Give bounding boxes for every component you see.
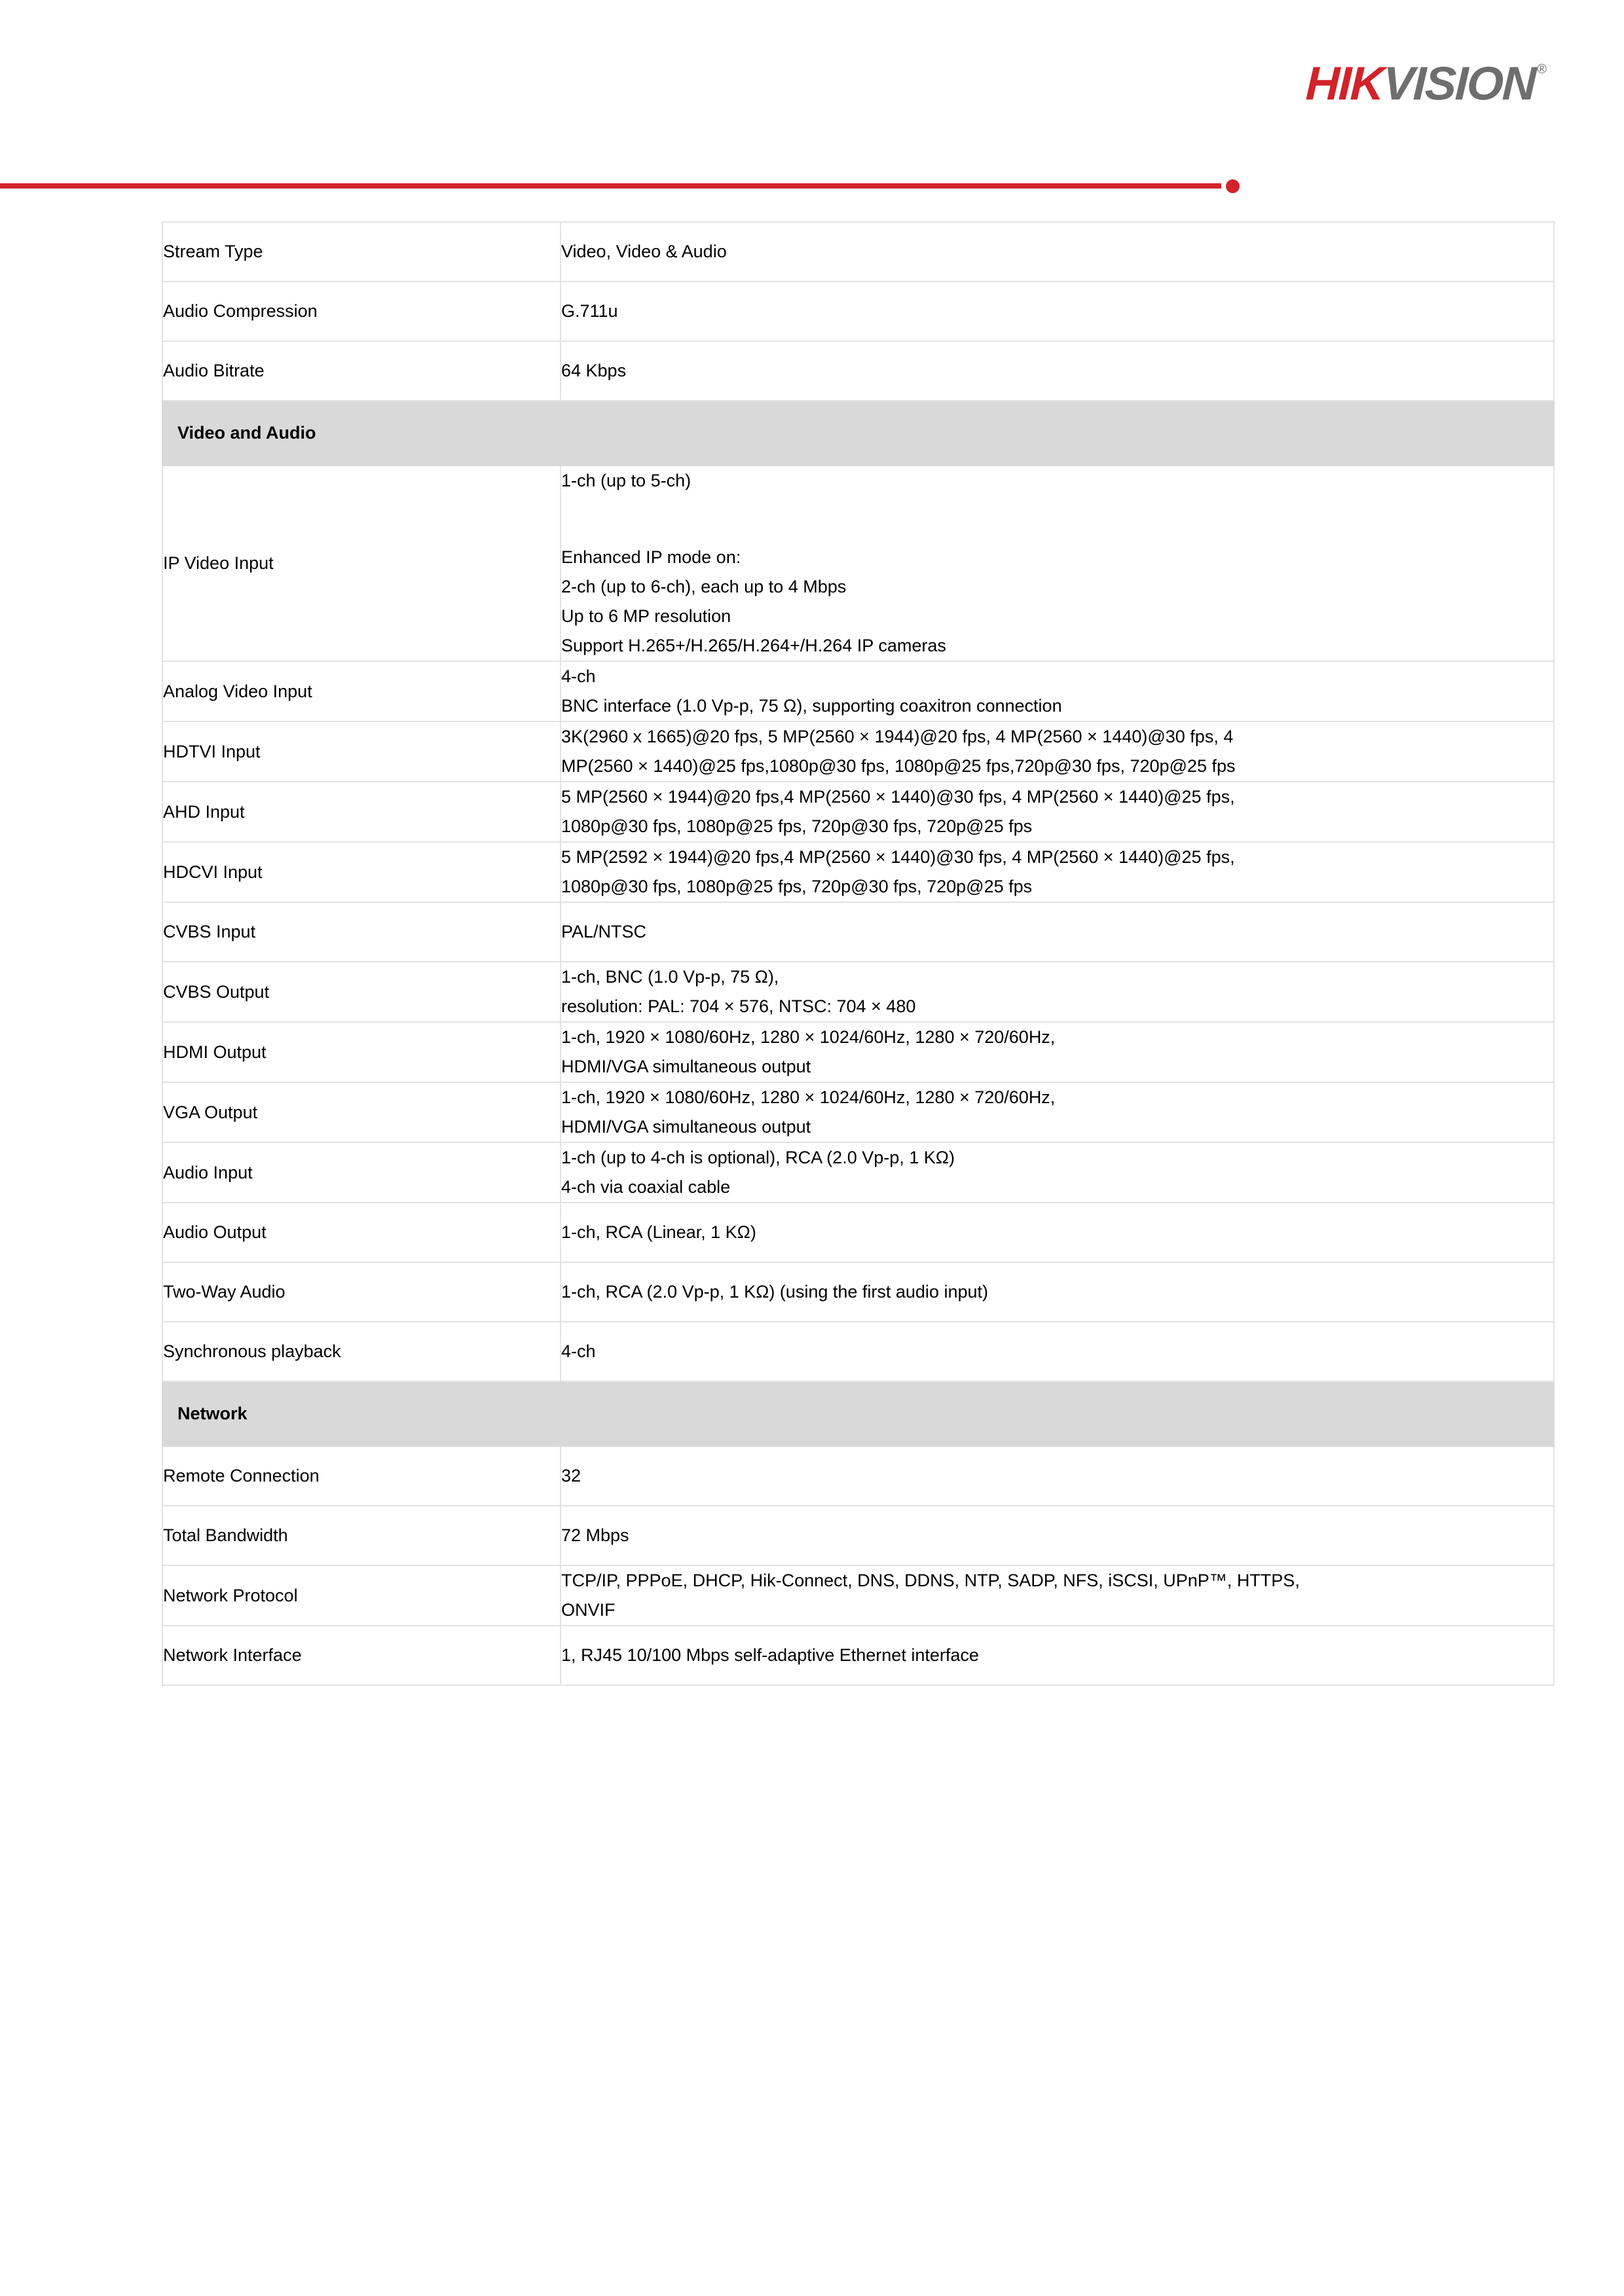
specification-table-body: [162, 222, 1554, 1685]
spec-value-cell: [561, 842, 1554, 902]
spec-label-text: Two-Way Audio: [163, 1282, 286, 1302]
spec-label-text: Audio Output: [163, 1222, 267, 1242]
spec-value-cell: [561, 341, 1554, 401]
hikvision-logo: [1304, 58, 1547, 110]
spec-label-text: CVBS Output: [163, 981, 270, 1002]
page-header: [0, 0, 1624, 164]
spec-label-text: Stream Type: [163, 242, 263, 261]
spec-label-cell: [162, 1446, 561, 1506]
spec-value-cell: [561, 282, 1554, 341]
section-header-text: Network: [177, 1404, 248, 1423]
table-row: [162, 721, 1554, 782]
spec-value-line: Video, Video & Audio: [561, 242, 727, 261]
spec-value-cell: [561, 1203, 1554, 1262]
spec-value-cell: [561, 782, 1554, 842]
spec-value-line: 4-ch: [561, 666, 596, 686]
table-row: [162, 782, 1554, 842]
logo-vision-text: VISION: [1382, 58, 1536, 110]
table-row: [162, 842, 1554, 902]
spec-label-text: VGA Output: [163, 1102, 258, 1122]
spec-label-text: Analog Video Input: [163, 681, 312, 701]
table-row: [162, 962, 1554, 1022]
spec-label-text: Network Interface: [163, 1645, 302, 1665]
spec-value-line: Enhanced IP mode on:: [561, 547, 741, 567]
spec-label-cell: [162, 721, 561, 782]
spec-value-line: TCP/IP, PPPoE, DHCP, Hik-Connect, DNS, DDNS, NTP, SADP, NFS, iSCSI, UPnP™, HTTPS,: [561, 1571, 1300, 1590]
spec-value-line: 3K(2960 x 1665)@20 fps, 5 MP(2560 × 1944)@20 fps, 4 MP(2560 × 1440)@30 fps, 4: [561, 727, 1234, 746]
table-row: [162, 222, 1554, 282]
spec-value-cell: [561, 902, 1554, 962]
spec-value-cell: [561, 1262, 1554, 1322]
spec-value-line: 5 MP(2560 × 1944)@20 fps,4 MP(2560 × 1440)@30 fps, 4 MP(2560 × 1440)@25 fps,: [561, 787, 1235, 807]
spec-value-cell: [561, 1626, 1554, 1685]
spec-label-text: Total Bandwidth: [163, 1525, 288, 1545]
table-row: [162, 1322, 1554, 1381]
spec-value-cell: [561, 1022, 1554, 1082]
header-divider: [0, 178, 1244, 194]
spec-value-line: HDMI/VGA simultaneous output: [561, 1117, 811, 1137]
spec-label-cell: [162, 842, 561, 902]
table-row: [162, 1565, 1554, 1626]
spec-value-line: 32: [561, 1466, 581, 1485]
section-header-text: Video and Audio: [177, 423, 316, 443]
spec-label-cell: [162, 465, 561, 661]
header-rule-dot-icon: [1226, 179, 1240, 193]
spec-label-cell: [162, 902, 561, 962]
spec-label-cell: [162, 341, 561, 401]
spec-label-cell: [162, 1322, 561, 1381]
registered-trademark-icon: ®: [1537, 62, 1547, 77]
spec-value-line: 4-ch via coaxial cable: [561, 1177, 731, 1197]
spec-value-line: 2-ch (up to 6-ch), each up to 4 Mbps: [561, 577, 847, 596]
spec-label-text: IP Video Input: [163, 553, 274, 573]
spec-value-cell: [561, 1082, 1554, 1142]
spec-label-cell: [162, 282, 561, 341]
spec-label-cell: [162, 661, 561, 721]
spec-label-text: CVBS Input: [163, 922, 256, 941]
spec-label-cell: [162, 1626, 561, 1685]
spec-value-cell: [561, 721, 1554, 782]
table-row: [162, 902, 1554, 962]
table-row: [162, 1262, 1554, 1322]
table-row: [162, 1506, 1554, 1565]
spec-value-line: resolution: PAL: 704 × 576, NTSC: 704 × 480: [561, 996, 916, 1016]
spec-value-line: 1-ch (up to 4-ch is optional), RCA (2.0 Vp-p, 1 KΩ): [561, 1148, 955, 1167]
spec-value-line: G.711u: [561, 301, 618, 321]
spec-label-cell: [162, 1506, 561, 1565]
spec-value-cell: [561, 661, 1554, 721]
spec-label-text: Network Protocol: [163, 1585, 298, 1605]
spec-value-line: 1-ch, 1920 × 1080/60Hz, 1280 × 1024/60Hz, 1280 × 720/60Hz,: [561, 1087, 1056, 1107]
spec-label-cell: [162, 1142, 561, 1203]
spec-value-line: 1080p@30 fps, 1080p@25 fps, 720p@30 fps, 720p@25 fps: [561, 877, 1033, 896]
spec-label-text: HDTVI Input: [163, 741, 261, 761]
spec-label-cell: [162, 1203, 561, 1262]
spec-value-cell: [561, 222, 1554, 282]
section-header-row: [162, 1381, 1554, 1446]
spec-value-line: 64 Kbps: [561, 361, 627, 380]
spec-value-cell: [561, 1142, 1554, 1203]
spec-value-line: 72 Mbps: [561, 1525, 629, 1545]
table-row: [162, 341, 1554, 401]
section-header-row: [162, 401, 1554, 465]
spec-value-line: Up to 6 MP resolution: [561, 606, 731, 626]
header-rule-line: [0, 183, 1221, 189]
spec-value-line: PAL/NTSC: [561, 922, 647, 941]
spec-value-cell: [561, 1565, 1554, 1626]
spec-value-line: ONVIF: [561, 1600, 616, 1620]
spec-label-text: Audio Input: [163, 1162, 253, 1182]
section-header-label: [162, 401, 1554, 465]
specification-table-container: [162, 221, 1553, 1686]
spec-label-text: Synchronous playback: [163, 1341, 341, 1361]
table-row: [162, 1142, 1554, 1203]
table-row: [162, 1626, 1554, 1685]
spec-label-text: AHD Input: [163, 801, 245, 822]
spec-value-line: 1-ch, BNC (1.0 Vp-p, 75 Ω),: [561, 967, 779, 987]
table-row: [162, 282, 1554, 341]
spec-value-line: HDMI/VGA simultaneous output: [561, 1057, 811, 1076]
spec-value-spacer: [561, 496, 1553, 543]
spec-value-line: 5 MP(2592 × 1944)@20 fps,4 MP(2560 × 1440)@30 fps, 4 MP(2560 × 1440)@25 fps,: [561, 847, 1235, 867]
spec-label-text: Audio Bitrate: [163, 361, 265, 380]
spec-label-cell: [162, 962, 561, 1022]
spec-label-text: Remote Connection: [163, 1466, 320, 1485]
spec-label-cell: [162, 1082, 561, 1142]
spec-value-line: 1-ch (up to 5-ch): [561, 471, 692, 490]
spec-value-line: 4-ch: [561, 1341, 596, 1361]
spec-value-cell: [561, 962, 1554, 1022]
spec-label-cell: [162, 782, 561, 842]
spec-value-cell: [561, 465, 1554, 661]
section-header-label: [162, 1381, 1554, 1446]
logo-hik-text: HIK: [1304, 58, 1384, 110]
spec-value-line: BNC interface (1.0 Vp-p, 75 Ω), supporting coaxitron connection: [561, 696, 1062, 716]
spec-value-cell: [561, 1506, 1554, 1565]
spec-label-text: HDMI Output: [163, 1042, 267, 1062]
spec-value-line: 1-ch, RCA (Linear, 1 KΩ): [561, 1222, 756, 1242]
table-row: [162, 1203, 1554, 1262]
spec-label-cell: [162, 222, 561, 282]
spec-value-line: 1, RJ45 10/100 Mbps self-adaptive Ethernet interface: [561, 1645, 979, 1665]
table-row: [162, 1446, 1554, 1506]
spec-value-cell: [561, 1322, 1554, 1381]
table-row: [162, 1082, 1554, 1142]
table-row: [162, 465, 1554, 661]
spec-value-cell: [561, 1446, 1554, 1506]
spec-value-line: 1-ch, 1920 × 1080/60Hz, 1280 × 1024/60Hz, 1280 × 720/60Hz,: [561, 1027, 1056, 1047]
specification-table: [162, 221, 1555, 1686]
spec-value-line: 1-ch, RCA (2.0 Vp-p, 1 KΩ) (using the first audio input): [561, 1282, 988, 1302]
spec-value-line: MP(2560 × 1440)@25 fps,1080p@30 fps, 1080p@25 fps,720p@30 fps, 720p@25 fps: [561, 756, 1236, 776]
spec-label-cell: [162, 1022, 561, 1082]
table-row: [162, 661, 1554, 721]
spec-value-line: 1080p@30 fps, 1080p@25 fps, 720p@30 fps, 720p@25 fps: [561, 816, 1033, 836]
spec-label-text: HDCVI Input: [163, 862, 263, 882]
spec-value-line: Support H.265+/H.265/H.264+/H.264 IP cameras: [561, 636, 946, 655]
spec-label-cell: [162, 1565, 561, 1626]
spec-label-text: Audio Compression: [163, 301, 318, 321]
spec-label-cell: [162, 1262, 561, 1322]
table-row: [162, 1022, 1554, 1082]
